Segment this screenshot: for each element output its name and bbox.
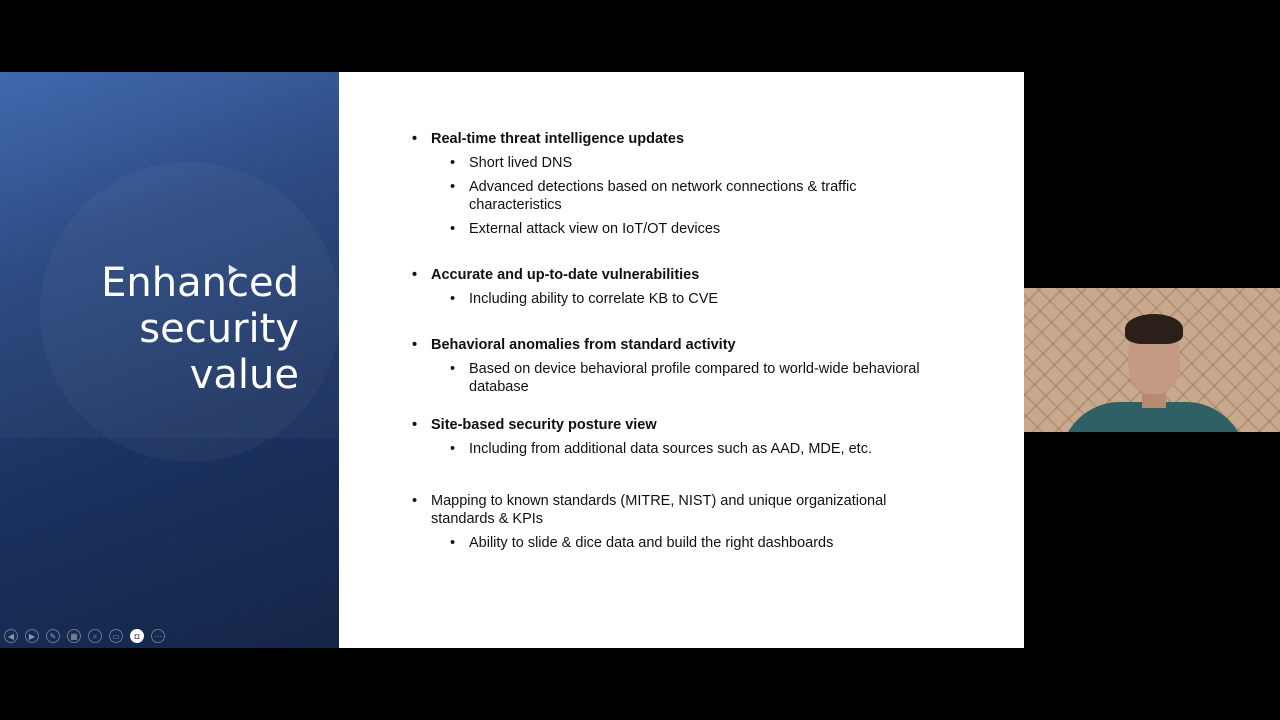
pen-icon: ✎: [49, 632, 57, 641]
sub-bullet: • Including from additional data sources such as AAD, MDE, etc.: [450, 440, 932, 458]
more-options-button[interactable]: [151, 629, 165, 643]
presenter-hair: [1125, 314, 1183, 344]
arrow-left-icon: ◀: [7, 632, 15, 641]
bullet-group: [412, 266, 932, 308]
presentation-slide: [0, 72, 1024, 648]
slide-title-line: Enhanced: [101, 260, 299, 306]
sub-bullet: • Based on device behavioral profile compared to world-wide behavioral database: [450, 360, 932, 396]
bullet-heading: • Mapping to known standards (MITRE, NIST) and unique organizational standards & KPIs: [412, 492, 932, 528]
sub-bullet: • Advanced detections based on network connections & traffic characteristics: [450, 178, 932, 214]
slide-title-panel: [0, 72, 339, 648]
sub-bullet: • Short lived DNS: [450, 154, 932, 172]
bullet-heading: • Site-based security posture view: [412, 416, 932, 434]
slide-title-line: security: [139, 306, 299, 352]
more-icon: ⋯: [154, 632, 162, 641]
bullet-heading: • Real-time threat intelligence updates: [412, 130, 932, 148]
next-slide-button[interactable]: [25, 629, 39, 643]
subtitles-icon: ▭: [112, 632, 120, 641]
arrow-right-icon: ▶: [28, 632, 36, 641]
subtitles-button[interactable]: [109, 629, 123, 643]
slide-title: [19, 260, 299, 398]
sub-bullet: • External attack view on IoT/OT devices: [450, 220, 932, 238]
sub-bullet: • Including ability to correlate KB to CVE: [450, 290, 932, 308]
grid-icon: ▦: [70, 632, 78, 641]
bullet-group: [412, 492, 932, 552]
bullet-heading: • Accurate and up-to-date vulnerabilities: [412, 266, 932, 284]
bullet-heading: • Behavioral anomalies from standard activity: [412, 336, 932, 354]
magnifier-icon: ⌕: [92, 632, 98, 641]
presenter-webcam-feed: [1024, 288, 1280, 432]
camera-button[interactable]: [130, 629, 144, 643]
bullet-group: [412, 416, 932, 458]
zoom-button[interactable]: [88, 629, 102, 643]
previous-slide-button[interactable]: [4, 629, 18, 643]
slide-bullet-list: [412, 130, 932, 552]
camera-icon: ◘: [134, 632, 140, 641]
pen-button[interactable]: [46, 629, 60, 643]
bullet-group: [412, 336, 932, 396]
slide-title-line: value: [189, 352, 299, 398]
see-all-slides-button[interactable]: [67, 629, 81, 643]
sub-bullet: • Ability to slide & dice data and build the right dashboards: [450, 534, 932, 552]
presenter-toolbar: [4, 628, 165, 644]
bullet-group: [412, 130, 932, 238]
